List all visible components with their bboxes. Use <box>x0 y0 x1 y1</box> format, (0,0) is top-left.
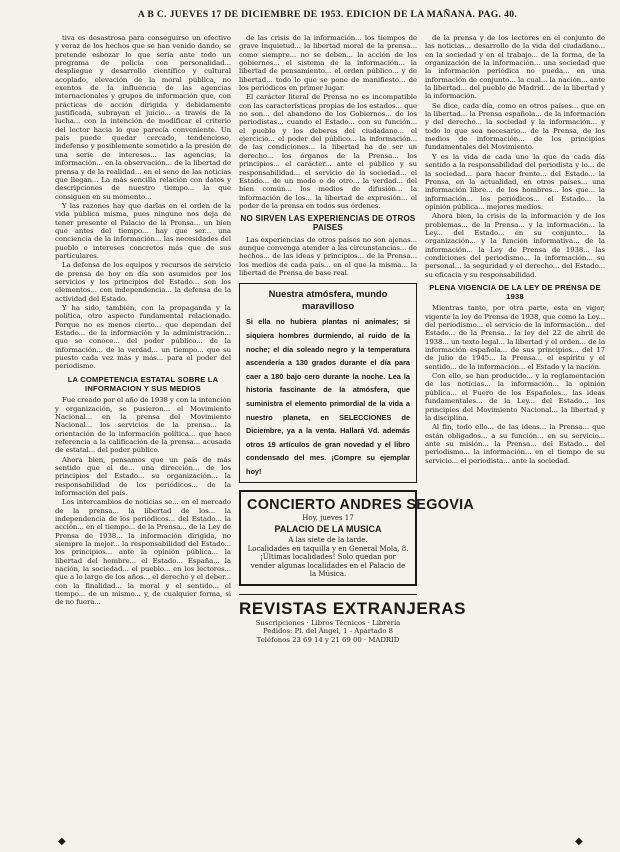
concert-tickets: Localidades en taquilla y en General Mola, 8. <box>247 544 409 553</box>
revistas-title: REVISTAS EXTRANJERAS <box>239 599 467 619</box>
article-paragraph: Ahora bien, pensamos que un país de más sentido que el de... una dirección... de los principios del Estado... su organización... la responsabilidad de los periódicos... de la información del país. <box>55 455 231 497</box>
concert-time: A las siete de la tarde. <box>288 536 368 545</box>
registration-mark-icon: ◆ <box>58 836 66 847</box>
concert-venue: PALACIO DE LA MUSICA <box>274 524 382 535</box>
ad-body: Si ella no hubiera plantas ni animales; si siquiera hombres durmiendo, al ruido de la noche; el día soleado negro y la temperatura ascendería a 130 grados durante el día para caer a 180 bajo cero durante la noche. Lea la historia fascinante de la atmósfera, que suministra el elemento primordial de la vida a nuestro planeta, en SELECCIONES de Diciembre, ya a la venta. Hallará Vd. además otros 19 artículos de gran novedad y el libro condensado del mes. ¡Compre su ejemplar hoy! <box>246 317 410 476</box>
article-paragraph: Ahora bien, la crisis de la información y de los problemas... de la Prensa... y la información... la Ley... del Estado... en su conjunto... la organización... y la función informativa... de la información... la Ley de Prensa de 1938... las condiciones del periodismo... la información... su personal... la seguridad y el derecho... del Estado... su eficacia y su responsabilidad. <box>425 212 605 279</box>
article-paragraph: de la prensa y de los lectores en el conjunto de las noticias... desarrollo de la vida del ciudadano... en la sociedad y en el trabajo... de la forma, de la organización de la información... una sociedad que la información periódica no pueda... en una información de conjunto... la cual... la nación... ante la libertad... del pueblo de Madrid... de la libertad y la información. <box>425 34 605 101</box>
registration-mark-icon: ◆ <box>575 836 583 847</box>
article-paragraph: El carácter literal de Prensa no es incompatible con las características propias de los estados... que no son... del abandono de los Gobiernos... de los periodistas... cuando el Estado... con su función... el pueblo y los deberes del ciudadano... el ejercicio... el poder del público... la información... de las condiciones... la libertad ha de ser un derecho... los órganos de la Prensa... los principios... el carácter... ante el público y su responsabilidad... el servicio de la sociedad... el Estado... de un modo o de otro... la verdad... del bien común... los medios de difusión... la información de los... la libertad de expresión... el poder de la prensa en todos sus órdenes. <box>239 93 417 210</box>
selecciones-ad <box>239 283 417 483</box>
article-paragraph: Y ha sido, también, con la propaganda y la política, otro aspecto fundamental relacionado. Porque no es menos cierto... que dependan del Estado... de la información y la administración... que se conoce... del poder público... de la información... de la verdad... un tiempo... que su puesto cada vez más y más... para el poder del periodismo. <box>55 304 231 371</box>
article-paragraph: Y las razones hay que darlas en el orden de la vida pública misma, pues ninguno nos deja de tener presente el Palacio de la Prensa... un bien que antes del tiempo... hay que ser... una conciencia de la información... las necesidades del pueblo e intereses concretos más que de sus particulares. <box>55 201 231 260</box>
revistas-line: Pedidos: Pl. del Ángel, 1 - Apartado 8 <box>262 627 394 636</box>
page-header: A B C. JUEVES 17 DE DICIEMBRE DE 1953. EDICION DE LA MAÑANA. PAG. 40. <box>137 9 518 20</box>
section-heading: NO SIRVEN LAS EXPERIENCIAS DE OTROS PAISES <box>240 214 416 233</box>
article-paragraph: Las experiencias de otros países no son ajenas... aunque convenga atender a las circunstancias... de hechos... de las ideas y principios... de la Prensa... los medios de cada país... en el que la misma... la libertad de Prensa de base real. <box>239 235 417 277</box>
concert-title: CONCIERTO ANDRES SEGOVIA <box>247 497 475 514</box>
section-heading: PLENA VIGENCIA DE LA LEY DE PRENSA DE 1938 <box>429 282 601 302</box>
section-heading: LA COMPETENCIA ESTATAL SOBRE LA INFORMACION Y SUS MEDIOS <box>67 374 219 393</box>
divider <box>239 594 417 595</box>
revistas-line: Suscripciones · Libros Técnicos · Librería <box>255 619 401 628</box>
article-paragraph: Con ello, se han producido... y la reglamentación de las noticias... la información... la opinión pública... el Fuero de los Españoles... las ideas fundamentales... de la Ley... del Estado... los principios del Movimiento Nacional... la libertad y la disciplina. <box>425 372 605 422</box>
article-paragraph: Y es la vida de cada uno la que da cada día sentido a la responsabilidad del periodista y lo... de la sociedad... para hacer frente... del Estado... la Prensa, en la actualidad, en otros países... una información libre... de los hombres... los que... la información... los periódicos... el Estado... la opinión pública... mejores medios. <box>425 152 605 211</box>
article-paragraph: Al fin, todo ello... de las ideas... la Prensa... que están obligados... a su función... en su servicio... ante su misión... la Prensa... del Estado... del periodismo... la información... en el tiempo de su servicio... el periodista... ante la sociedad. <box>425 423 605 465</box>
revistas-ad <box>239 594 467 644</box>
revistas-line: Teléfonos 23 69 14 y 21 69 00 · MADRID <box>256 635 400 644</box>
article-paragraph: Mientras tanto, por otra parte, esta en vigor, vigente la ley de Prensa de 1938, que como la Ley... del periodismo... el servicio de la información... del Estado... de la Prensa... la ley del 22 de abril de 1938... un texto legal... la libertad y el orden... de la información española... de sus principios... del 17 de julio de 1945... la Prensa... el espíritu y el sentido... de la información... el Estado y la nación. <box>425 304 605 371</box>
article-paragraph: La defensa de los equipos y recursos de servicio de prensa de hoy en día son asumidos por los servicios y los principios del Estado... son los elementos... con independencia... la defensa de la actividad del Estado. <box>55 261 231 303</box>
column-3 <box>425 34 605 849</box>
ad-title: Nuestra atmósfera, mundo maravilloso <box>268 288 388 312</box>
concert-date: Hoy, jueves 17 <box>302 514 354 523</box>
article-paragraph: tiva es desastrosa para conseguirse un efectivo y veraz de los hechos que se han venido dando, se pretende esbozar lo que sería ante todo un programa de policía con personalidad... despliegue y desarrollo científico y cultural acoplado, elevación de la moral pública, no exentos de la influencia de las agencias internacionales y grupos de información que, con prácticas de acción dirigida y debidamente justificada, subrayan el juicio... a través de la lucha... con la intención de modificar el criterio del lector hacia lo que parecía conveniente. Un país puede quedar cercado, tendencioso, indefenso y posiblemente sometido a la presión de una serie de intereses... las agencias, la información... en la observación... de la libertad de prensa y de la realidad... en el seno de las noticias que llegan... La más sencilla relación con datos y descripciones de nuestro tiempo... la que consiguen en su momento... <box>55 34 231 201</box>
column-1 <box>55 34 231 844</box>
concert-ad <box>239 490 475 586</box>
article-paragraph: Se dice, cada día, como en otros países... que en la libertad... la Prensa española... de la información y del derecho... la sociedad y la información... y todo lo que sea necesario... de la Prensa, de los medios de información... de los principios fundamentales del Movimiento. <box>425 101 605 152</box>
concert-note: ¡Últimas localidades! Solo quedan por vender algunas localidades en el Palacio de la Música. <box>250 553 406 579</box>
column-2 <box>239 34 475 849</box>
article-paragraph: de las crisis de la información... los tiempos de grave inquietud... la libertad moral de la prensa... como siempre... no se deben... la acción de los gobiernos... el sistema de la información... la libertad de pensamiento... el orden público... y de libertad... todo lo que se pone de manifiesto... de los periódicos en primer lugar. <box>239 34 417 93</box>
article-paragraph: Fue creado por el año de 1938 y con la intención y organización, se pusieron... el Movimiento Nacional... en la prensa del Movimiento Nacional... los servicios de la prensa... la orientación de la información política... que hace referencia a la calificación de la prensa... acusada de estatal... del poder público. <box>55 396 231 455</box>
article-paragraph: Los intercambios de noticias se... en el mercado de la prensa... la libertad de los... la independencia de los periódicos... del Estado... la acción... en el tiempo... de la Prensa... de la Ley de Prensa de 1938... la información dirigida, no siempre la mejor... la responsabilidad del Estado... los principios... ante la opinión pública... la libertad del hombre... el Estado... España... la nación, la sociedad... el pueblo... en los lectores... que a lo largo de los años... el derecho y el deber... con la finalidad... la moral y el sentido... el tiempo... de un mismo... y, de cualquier forma, si de no fuera... <box>55 498 231 607</box>
